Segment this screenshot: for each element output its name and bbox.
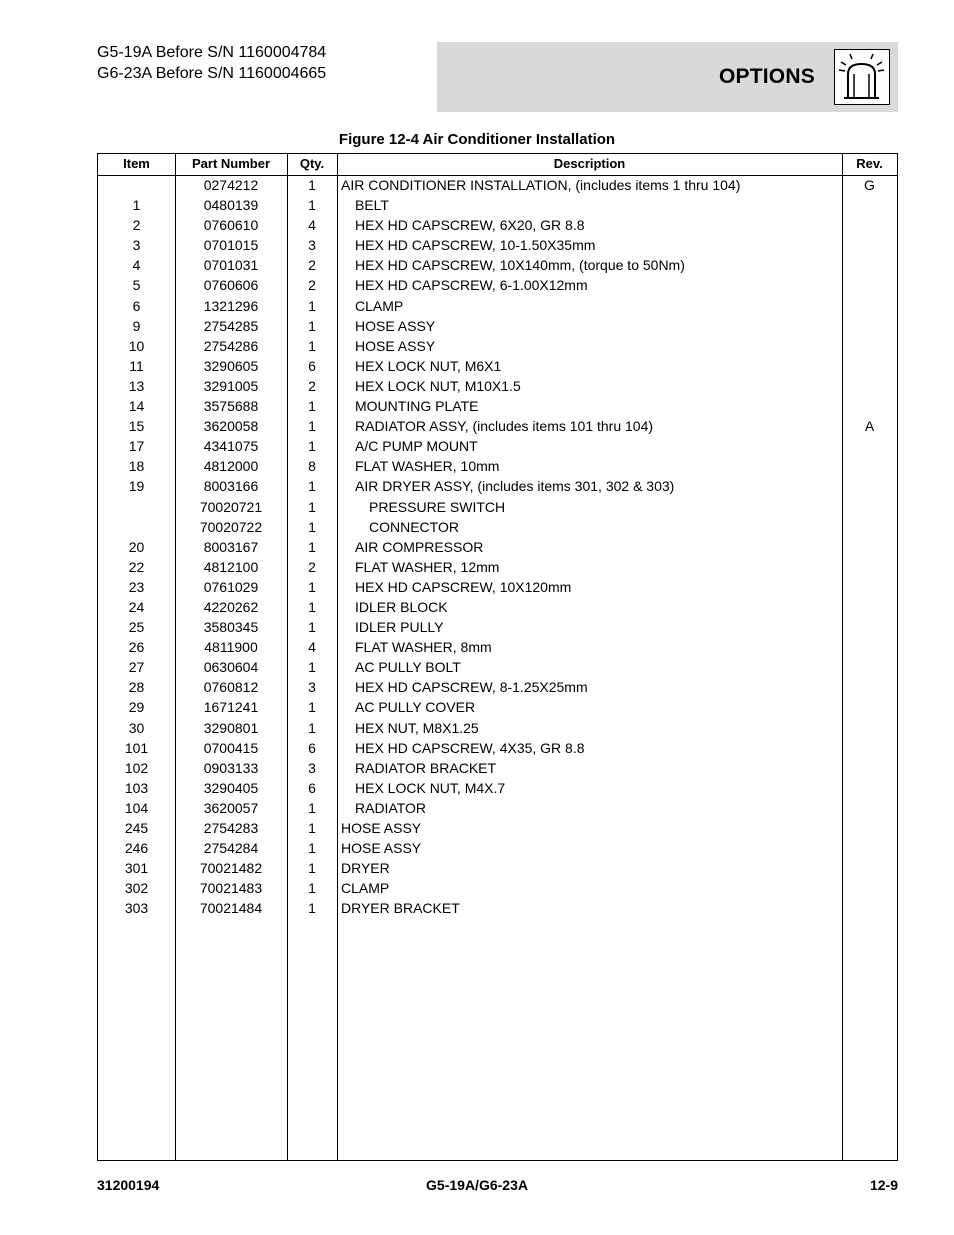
qty-cell: 2 [308, 257, 316, 274]
part-number-cell: 0903133 [203, 759, 259, 776]
item-cell: 27 [128, 659, 145, 676]
item-cell: 5 [132, 277, 141, 294]
description-cell: A/C PUMP MOUNT [355, 438, 478, 455]
part-number-cell: 8003167 [203, 538, 259, 555]
part-number-cell: 3575688 [203, 398, 259, 415]
description-cell: IDLER PULLY [355, 619, 444, 636]
table-row [98, 356, 897, 376]
item-cell: 26 [128, 639, 145, 656]
table-row [98, 697, 897, 717]
part-number-cell: 0701015 [203, 237, 259, 254]
item-cell: 302 [124, 880, 149, 897]
column-header-rev: Rev. [856, 156, 883, 171]
description-cell: AC PULLY COVER [355, 699, 476, 716]
qty-cell: 1 [308, 317, 316, 334]
table-row [98, 497, 897, 517]
table-row [98, 275, 897, 295]
item-cell: 301 [124, 860, 149, 877]
item-cell: 18 [128, 458, 145, 475]
description-cell: AC PULLY BOLT [355, 659, 461, 676]
parts-table [97, 153, 898, 1161]
qty-cell: 1 [308, 398, 316, 415]
qty-cell: 6 [308, 779, 316, 796]
part-number-cell: 0761029 [203, 578, 259, 595]
table-row [98, 517, 897, 537]
item-cell: 2 [132, 217, 141, 234]
part-number-cell: 3620058 [203, 418, 259, 435]
part-number-cell: 4220262 [203, 598, 259, 615]
options-icon [834, 49, 890, 105]
table-row [98, 738, 897, 758]
item-cell: 20 [128, 538, 145, 555]
item-cell: 101 [124, 739, 149, 756]
table-row [98, 296, 897, 316]
item-cell: 22 [128, 558, 145, 575]
item-cell: 10 [128, 337, 145, 354]
qty-cell: 1 [308, 418, 316, 435]
figure-title: Figure 12-4 Air Conditioner Installation [338, 131, 616, 148]
part-number-cell: 70021483 [199, 880, 263, 897]
column-header-qty: Qty. [299, 156, 325, 171]
description-cell: HEX NUT, M8X1.25 [355, 719, 479, 736]
table-row [98, 778, 897, 798]
qty-cell: 1 [308, 177, 316, 193]
part-number-cell: 0630604 [203, 659, 259, 676]
part-number-cell: 70021482 [199, 860, 263, 877]
item-cell: 15 [128, 418, 145, 435]
description-cell: RADIATOR BRACKET [355, 759, 497, 776]
description-cell: HOSE ASSY [341, 820, 422, 836]
part-number-cell: 0760610 [203, 217, 259, 234]
qty-cell: 8 [308, 458, 316, 475]
qty-cell: 3 [308, 237, 316, 254]
qty-cell: 2 [308, 377, 316, 394]
description-cell: HEX HD CAPSCREW, 4X35, GR 8.8 [355, 739, 585, 756]
part-number-cell: 4812100 [203, 558, 259, 575]
rev-cell: A [864, 418, 875, 435]
item-cell: 3 [132, 237, 141, 254]
qty-cell: 1 [308, 699, 316, 716]
column-header-part-number: Part Number [191, 156, 271, 171]
item-cell: 25 [128, 619, 145, 636]
description-cell: HEX HD CAPSCREW, 10-1.50X35mm [355, 237, 596, 254]
page-number: 12-9 [869, 1177, 898, 1193]
item-cell: 30 [128, 719, 145, 736]
qty-cell: 1 [308, 538, 316, 555]
description-cell: DRYER BRACKET [341, 900, 460, 917]
part-number-cell: 2754285 [203, 317, 259, 334]
qty-cell: 1 [308, 498, 316, 515]
qty-cell: 1 [308, 820, 316, 836]
item-cell: 11 [129, 357, 144, 374]
qty-cell: 1 [308, 337, 316, 354]
item-cell: 103 [124, 779, 149, 796]
table-row [98, 597, 897, 617]
part-number-cell: 3580345 [203, 619, 259, 636]
description-cell: DRYER [341, 860, 390, 877]
part-number-cell: 70021484 [199, 900, 263, 917]
description-cell: MOUNTING PLATE [355, 398, 479, 415]
part-number-cell: 0480139 [203, 197, 259, 214]
qty-cell: 1 [308, 478, 316, 495]
item-cell: 303 [124, 900, 149, 917]
item-cell: 28 [128, 679, 145, 696]
description-cell: HEX HD CAPSCREW, 6-1.00X12mm [355, 277, 588, 294]
section-banner [437, 42, 898, 112]
table-row [98, 657, 897, 677]
item-cell: 29 [128, 699, 145, 716]
item-cell: 24 [128, 598, 145, 615]
description-cell: HOSE ASSY [355, 337, 436, 354]
model-header [97, 42, 326, 84]
table-row [98, 637, 897, 657]
qty-cell: 6 [308, 739, 316, 756]
qty-cell: 1 [308, 518, 316, 535]
table-row [98, 316, 897, 336]
table-row [98, 255, 897, 275]
description-cell: HEX HD CAPSCREW, 10X120mm [355, 578, 572, 595]
description-cell: HOSE ASSY [341, 840, 422, 857]
description-cell: HOSE ASSY [355, 317, 436, 334]
part-number-cell: 8003166 [203, 478, 259, 495]
table-row [98, 215, 897, 235]
table-row [98, 878, 897, 898]
part-number-cell: 0274212 [203, 177, 259, 193]
qty-cell: 1 [308, 197, 316, 214]
qty-cell: 2 [308, 558, 316, 575]
qty-cell: 1 [308, 438, 316, 455]
qty-cell: 1 [308, 860, 316, 877]
part-number-cell: 0760812 [203, 679, 259, 696]
table-row [98, 376, 897, 396]
section-title: OPTIONS [719, 65, 815, 88]
qty-cell: 1 [308, 578, 316, 595]
description-cell: HEX LOCK NUT, M4X.7 [355, 779, 506, 796]
part-number-cell: 0701031 [203, 257, 259, 274]
part-number-cell: 0760606 [203, 277, 259, 294]
table-row [98, 456, 897, 476]
part-number-cell: 0700415 [203, 739, 259, 756]
table-row [98, 195, 897, 215]
description-cell: PRESSURE SWITCH [369, 498, 506, 515]
part-number-cell: 3290405 [203, 779, 259, 796]
part-number-cell: 4341075 [203, 438, 259, 455]
description-cell: FLAT WASHER, 12mm [355, 558, 500, 575]
qty-cell: 1 [308, 799, 316, 816]
table-body [98, 175, 897, 918]
qty-cell: 1 [308, 598, 316, 615]
table-row [98, 798, 897, 818]
table-row [98, 396, 897, 416]
part-number-cell: 4811900 [204, 639, 258, 656]
item-cell: 23 [128, 578, 145, 595]
table-row [98, 436, 897, 456]
qty-cell: 1 [308, 659, 316, 676]
description-cell: RADIATOR ASSY, (includes items 101 thru 104) [355, 418, 654, 435]
description-cell: HEX LOCK NUT, M10X1.5 [355, 377, 521, 394]
footer-model: G5-19A/G6-23A [426, 1177, 528, 1193]
description-cell: AIR COMPRESSOR [355, 538, 484, 555]
table-row [98, 677, 897, 697]
table-row [98, 416, 897, 436]
part-number-cell: 2754286 [203, 337, 259, 354]
item-cell: 102 [124, 759, 149, 776]
part-number-cell: 70020721 [199, 498, 263, 515]
table-row [98, 235, 897, 255]
table-row [98, 818, 897, 838]
model-line-2: G6-23A Before S/N 1160004665 [97, 65, 327, 82]
description-cell: HEX HD CAPSCREW, 8-1.25X25mm [355, 679, 588, 696]
qty-cell: 3 [308, 759, 316, 776]
description-cell: HEX HD CAPSCREW, 10X140mm, (torque to 50Nm) [355, 257, 685, 274]
item-cell: 6 [132, 297, 141, 314]
part-number-cell: 4812000 [203, 458, 259, 475]
table-row [98, 476, 897, 496]
item-cell: 246 [124, 840, 149, 857]
table-row [98, 838, 897, 858]
qty-cell: 1 [308, 619, 316, 636]
table-row [98, 617, 897, 637]
table-row [98, 758, 897, 778]
qty-cell: 2 [308, 277, 316, 294]
part-number-cell: 3291005 [203, 377, 259, 394]
item-cell: 19 [128, 478, 145, 495]
description-cell: FLAT WASHER, 10mm [355, 458, 500, 475]
rev-cell: G [864, 177, 875, 193]
qty-cell: 1 [308, 719, 316, 736]
description-cell: IDLER BLOCK [355, 598, 448, 615]
column-header-item: Item [123, 156, 150, 171]
description-cell: HEX LOCK NUT, M6X1 [355, 357, 502, 374]
table-row [98, 175, 897, 195]
table-row [98, 557, 897, 577]
qty-cell: 1 [308, 840, 316, 857]
part-number-cell: 3290801 [203, 719, 259, 736]
qty-cell: 1 [308, 900, 316, 917]
item-cell: 14 [128, 398, 145, 415]
description-cell: CLAMP [355, 297, 404, 314]
qty-cell: 6 [308, 357, 316, 374]
item-cell: 104 [124, 799, 149, 816]
qty-cell: 3 [308, 679, 316, 696]
description-cell: HEX HD CAPSCREW, 6X20, GR 8.8 [355, 217, 585, 234]
item-cell: 1 [132, 197, 141, 214]
description-cell: RADIATOR [355, 799, 427, 816]
item-cell: 9 [132, 317, 141, 334]
column-header-description: Description [553, 156, 626, 171]
part-number-cell: 1671241 [203, 699, 259, 716]
part-number-cell: 1321296 [203, 297, 259, 314]
table-row [98, 718, 897, 738]
part-number-cell: 3620057 [203, 799, 259, 816]
table-row [98, 537, 897, 557]
part-number-cell: 2754283 [203, 820, 259, 836]
part-number-cell: 3290605 [203, 357, 259, 374]
description-cell: AIR CONDITIONER INSTALLATION, (includes items 1 thru 104) [341, 177, 741, 193]
part-number-cell: 2754284 [203, 840, 259, 857]
qty-cell: 4 [308, 217, 316, 234]
qty-cell: 1 [308, 880, 316, 897]
description-cell: AIR DRYER ASSY, (includes items 301, 302 & 303) [355, 478, 675, 495]
table-row [98, 577, 897, 597]
item-cell: 13 [128, 377, 145, 394]
description-cell: FLAT WASHER, 8mm [355, 639, 492, 656]
description-cell: CONNECTOR [369, 518, 459, 535]
table-row [98, 336, 897, 356]
description-cell: CLAMP [341, 880, 390, 897]
item-cell: 245 [124, 820, 149, 836]
qty-cell: 1 [308, 297, 316, 314]
part-number-cell: 70020722 [199, 518, 263, 535]
qty-cell: 4 [308, 639, 316, 656]
description-cell: BELT [355, 197, 389, 214]
table-row [98, 858, 897, 878]
table-row [98, 898, 897, 918]
item-cell: 17 [128, 438, 145, 455]
doc-number: 31200194 [97, 1177, 160, 1193]
item-cell: 4 [132, 257, 141, 274]
model-line-1: G5-19A Before S/N 1160004784 [97, 44, 327, 61]
